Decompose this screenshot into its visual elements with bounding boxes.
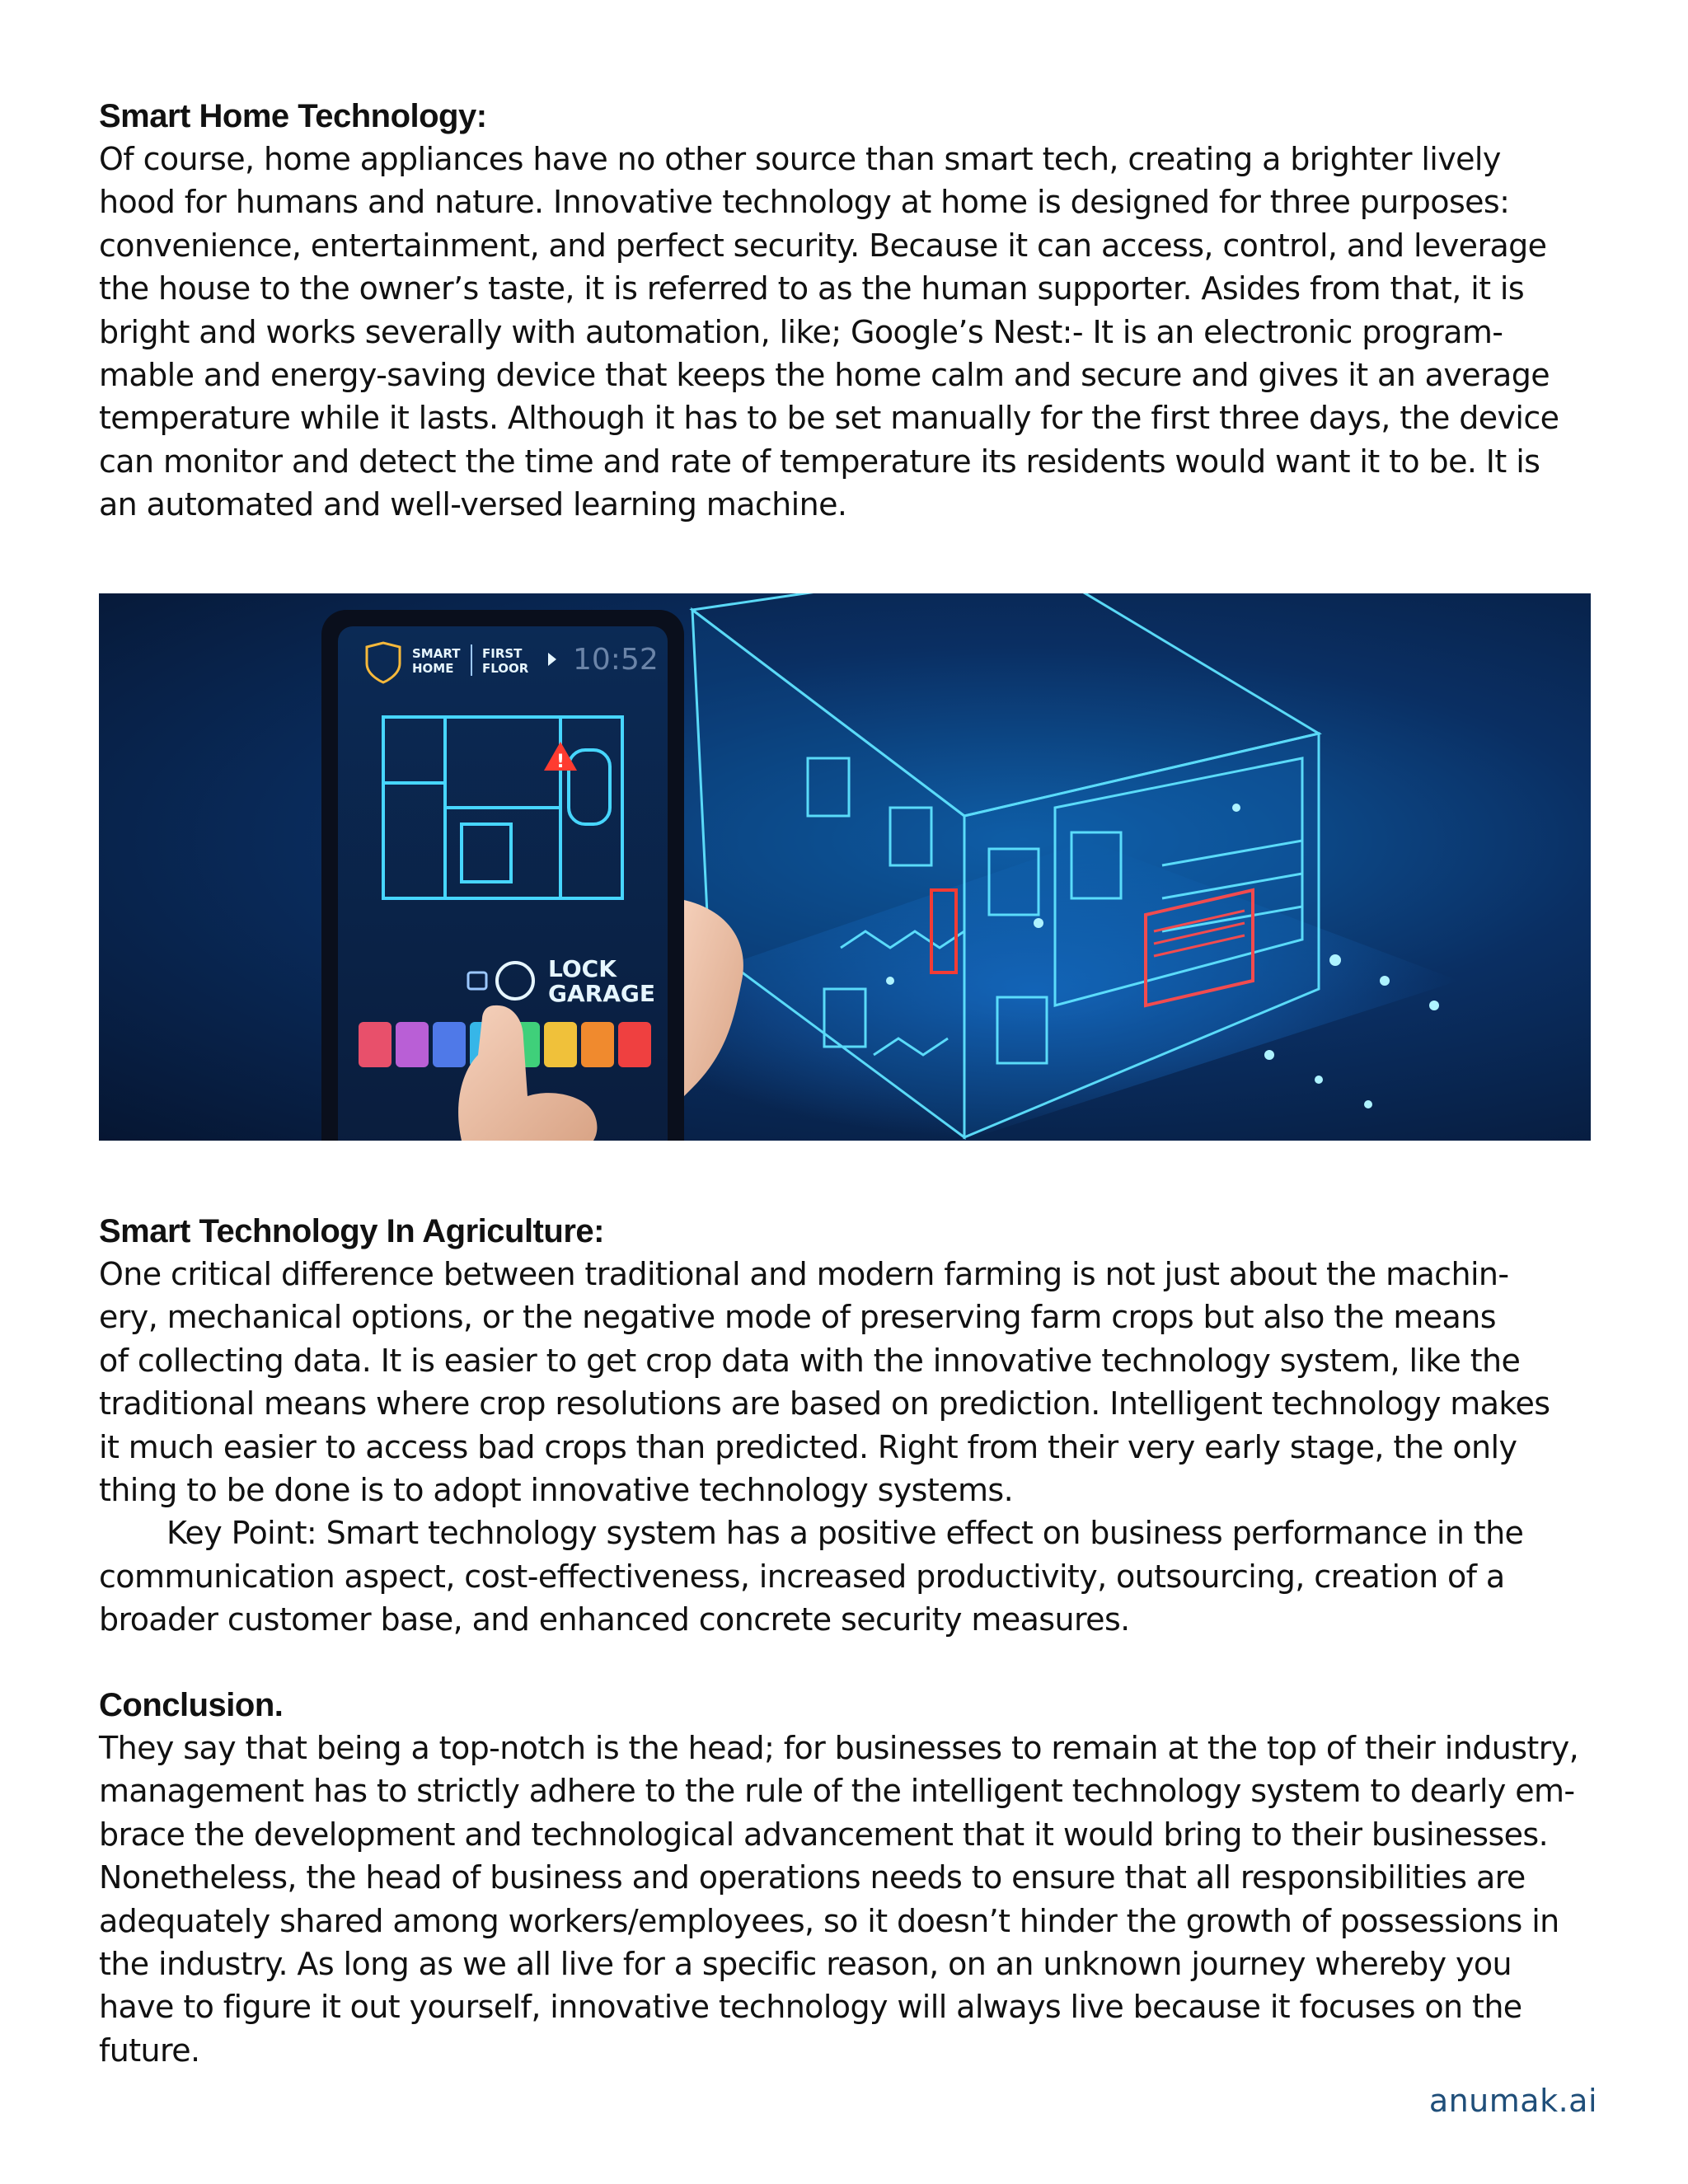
text-line: an automated and well-versed learning machine. (99, 486, 847, 523)
control-tile (544, 1022, 577, 1067)
text-line: management has to strictly adhere to the rule of the intelligent technology system to dearly em- (99, 1773, 1575, 1810)
text-line: have to figure it out yourself, innovative technology will always live because it focuses on the (99, 1989, 1522, 2026)
text-line: the house to the owner’s taste, it is referred to as the human supporter. Asides from that, it is (99, 270, 1525, 307)
text-line: thing to be done is to adopt innovative technology systems. (99, 1472, 1014, 1509)
paragraph-agriculture (99, 1253, 1599, 1511)
text-line: of collecting data. It is easier to get crop data with the innovative technology system, like the (99, 1342, 1521, 1379)
tablet-lock-line1: LOCK (548, 955, 617, 982)
paragraph-smart-home (99, 138, 1599, 527)
heading-conclusion: Conclusion. (99, 1687, 284, 1723)
section-agriculture (99, 1210, 1599, 1642)
text-line: brace the development and technological advancement that it would bring to their businesses. (99, 1816, 1549, 1853)
paragraph-key-point (99, 1511, 1599, 1641)
tablet-floor-line2: FLOOR (482, 661, 529, 676)
tablet-lock-line2: GARAGE (548, 980, 655, 1007)
control-tile (359, 1022, 392, 1067)
text-line: communication aspect, cost-effectiveness, increased productivity, outsourcing, creation of a (99, 1558, 1505, 1595)
control-tile (581, 1022, 614, 1067)
control-tile (433, 1022, 466, 1067)
text-line: convenience, entertainment, and perfect security. Because it can access, control, and leverage (99, 227, 1547, 264)
section-smart-home (99, 95, 1599, 527)
smart-home-illustration (99, 593, 1591, 1141)
text-line: broader customer base, and enhanced concrete security measures. (99, 1601, 1130, 1638)
tablet-floor-line1: FIRST (482, 646, 523, 661)
heading-smart-home: Smart Home Technology: (99, 98, 487, 134)
footer-brand: anumak.ai (1428, 2083, 1597, 2119)
text-line: One critical difference between traditional and modern farming is not just about the machin- (99, 1256, 1509, 1292)
text-line: traditional means where crop resolutions are based on prediction. Intelligent technology makes (99, 1385, 1550, 1422)
text-line: hood for humans and nature. Innovative technology at home is designed for three purposes: (99, 184, 1510, 221)
tablet-brand-line1: SMART (412, 646, 461, 661)
text-line: Of course, home appliances have no other source than smart tech, creating a brighter lively (99, 141, 1501, 177)
text-line: They say that being a top-notch is the head; for businesses to remain at the top of their industry, (99, 1730, 1579, 1766)
tablet-brand-line2: HOME (412, 661, 454, 676)
text-line: adequately shared among workers/employees, so it doesn’t hinder the growth of possessions in (99, 1902, 1559, 1939)
text-line: Nonetheless, the head of business and operations needs to ensure that all responsibilities are (99, 1859, 1526, 1896)
text-line: bright and works severally with automation, like; Google’s Nest:- It is an electronic program- (99, 313, 1503, 350)
text-line: can monitor and detect the time and rate of temperature its residents would want it to be. It is (99, 443, 1540, 480)
text-line: Key Point: Smart technology system has a positive effect on business performance in the (166, 1515, 1524, 1552)
heading-agriculture: Smart Technology In Agriculture: (99, 1213, 604, 1249)
control-tile (396, 1022, 429, 1067)
text-line: temperature while it lasts. Although it has to be set manually for the first three days, the device (99, 400, 1559, 437)
text-line: it much easier to access bad crops than predicted. Right from their very early stage, the only (99, 1428, 1517, 1465)
text-line: mable and energy-saving device that keeps the home calm and secure and gives it an average (99, 357, 1550, 394)
alert-mark: ! (556, 752, 565, 772)
tablet-time: 10:52 (573, 643, 659, 677)
text-line: future. (99, 2032, 200, 2069)
control-tile (618, 1022, 651, 1067)
section-conclusion (99, 1684, 1599, 2072)
text-line: ery, mechanical options, or the negative mode of preserving farm crops but also the means (99, 1299, 1496, 1336)
text-line: the industry. As long as we all live for a specific reason, on an unknown journey whereby you (99, 1946, 1512, 1983)
illustration-svg (99, 593, 1591, 1141)
paragraph-conclusion (99, 1727, 1599, 2072)
